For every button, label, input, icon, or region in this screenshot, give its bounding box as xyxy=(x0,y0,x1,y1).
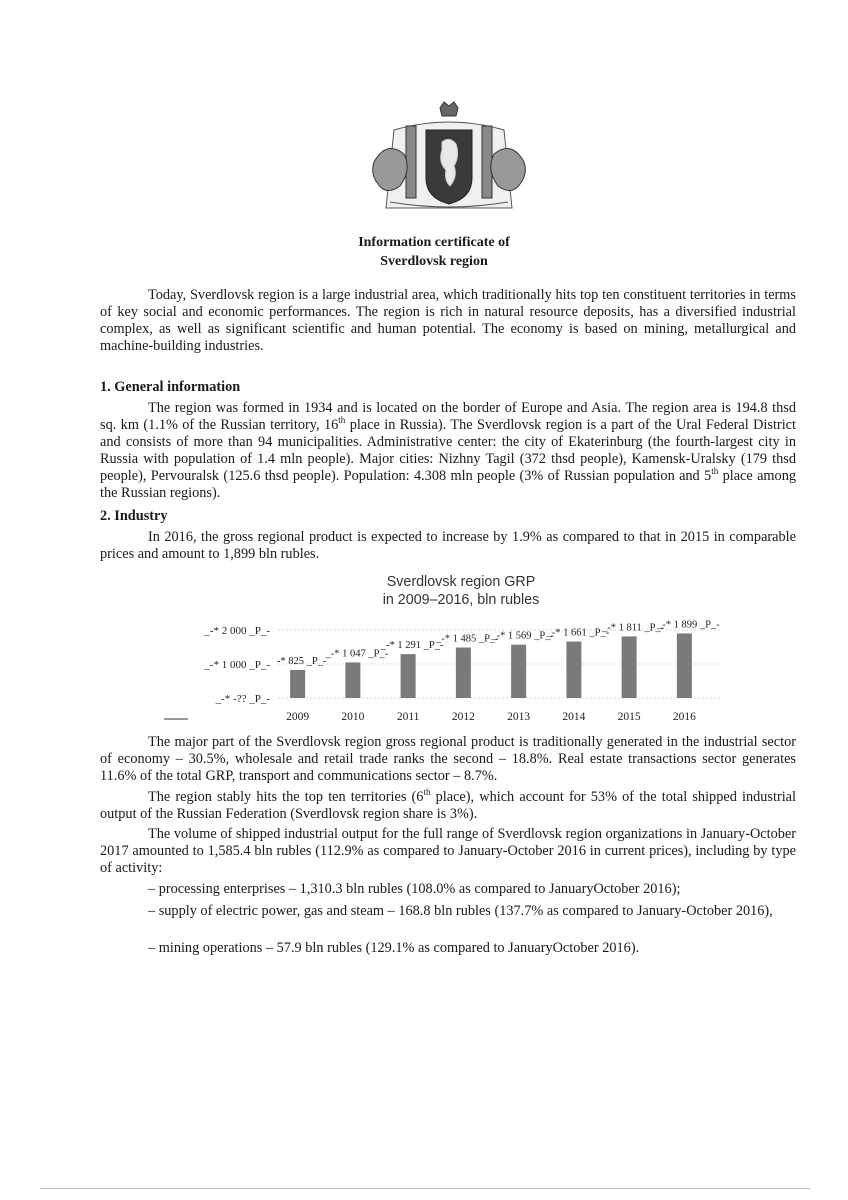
chart-x-tick-label: 2012 xyxy=(451,711,475,723)
chart-data-label: _-* 1 661 _P_- xyxy=(546,627,610,639)
chart-subtitle: in 2009–2016, bln rubles xyxy=(382,592,540,608)
chart-bar xyxy=(566,642,581,698)
chart-title: Sverdlovsk region GRP xyxy=(386,574,536,590)
chart-x-tick-label: 2010 xyxy=(341,711,365,723)
chart-bar xyxy=(677,633,692,698)
chart-x-tick-label: 2009 xyxy=(286,711,310,723)
coat-of-arms-emblem xyxy=(364,100,534,212)
chart-data-label: -* 825 _P_- xyxy=(276,655,327,667)
page-bottom-divider xyxy=(40,1188,810,1189)
chart-x-tick-label: 2016 xyxy=(672,711,696,723)
after-chart-paragraph-3: The volume of shipped industrial output for the full range of Sverdlovsk region organizations in January-October 2017 amounted to 1,585.4 bln rubles (112.9% as compared to January-October 2016 in current prices), including by type of activity: xyxy=(100,826,796,876)
section-1-text-b: place in Russia). The Sverdlovsk region is a part of the Ural Federal District and consists of more than 94 municipalities. Administrative center: the city of Ekaterinburg (the fourth-largest city in Russia with population of 1.4 mln people). Major cities: Nizhny Tagil (372 thsd people), Kamensk-Uralsky (179 thsd people), Pervouralsk (125.6 thsd people). Population: 4.308 mln people (3% of Russian population and 5 xyxy=(100,417,796,484)
after-chart-2-text-a: The region stably hits the top ten territories (6 xyxy=(148,789,424,805)
chart-x-tick-label: 2011 xyxy=(396,711,420,723)
section-1-paragraph xyxy=(100,400,796,502)
after-chart-paragraph-2 xyxy=(100,789,796,823)
grp-bar-chart xyxy=(160,608,740,728)
section-1-text-c: place among the Russian regions). xyxy=(100,468,796,501)
section-1-sup-a: th xyxy=(338,415,346,426)
title-line-2: Sverdlovsk region xyxy=(380,254,488,269)
list-item-processing: – processing enterprises – 1,310.3 bln rubles (108.0% as compared to JanuaryOctober 2016); xyxy=(148,881,681,897)
chart-x-tick-label: 2014 xyxy=(562,711,586,723)
section-2-paragraph: In 2016, the gross regional product is expected to increase by 1.9% as compared to that in 2015 in comparable prices and amount to 1,899 bln rubles. xyxy=(100,529,796,562)
list-item-electric-power: – supply of electric power, gas and steam – 168.8 bln rubles (137.7% as compared to January-October 2016), xyxy=(148,903,773,919)
after-chart-2-sup: th xyxy=(423,787,431,798)
section-1-heading: 1. General information xyxy=(100,379,241,395)
section-2-heading: 2. Industry xyxy=(100,508,168,524)
after-chart-2-text-b: place), which account for 53% of the total shipped industrial output of the Russian Federation (Sverdlovsk region share is 3%). xyxy=(100,789,796,822)
chart-x-tick-label: 2013 xyxy=(507,711,531,723)
chart-y-tick-label: _-* -?? _P_- xyxy=(215,693,270,705)
section-1-sup-b: th xyxy=(711,466,719,477)
document-title xyxy=(0,233,848,271)
chart-data-label: _-* 1 569 _P_- xyxy=(491,630,554,642)
list-item-mining: – mining operations – 57.9 bln rubles (129.1% as compared to JanuaryOctober 2016). xyxy=(148,940,640,956)
chart-bar xyxy=(622,636,637,698)
chart-data-label: _-* 1 811 _P_- xyxy=(601,622,665,634)
chart-bar xyxy=(345,662,360,698)
chart-data-label: _-* 1 047 _P_- xyxy=(325,648,389,660)
chart-bar xyxy=(401,654,416,698)
title-line-1: Information certificate of xyxy=(358,235,510,250)
section-1-text-a: The region was formed in 1934 and is located on the border of Europe and Asia. The region area is 194.8 thsd sq. km (1.1% of the Russian territory, 16 xyxy=(100,400,796,433)
chart-y-tick-label: _-* 2 000 _P_- xyxy=(204,625,270,637)
chart-bar xyxy=(511,645,526,698)
after-chart-paragraph-1: The major part of the Sverdlovsk region gross regional product is traditionally generated in the industrial sector of economy – 30.5%, wholesale and retail trade ranks the second – 18.8%. Real estate transactions sector generates 11.6% of the total GRP, transport and communications sector – 8.7%. xyxy=(100,734,796,784)
chart-data-label: _-* 1 291 _P_- xyxy=(380,640,444,652)
chart-data-label: _-* 1 899 _P_- xyxy=(657,619,720,631)
chart-data-label: _-* 1 485 _P_- xyxy=(436,633,499,645)
chart-bar xyxy=(290,670,305,698)
chart-title-block xyxy=(300,573,622,609)
intro-paragraph: Today, Sverdlovsk region is a large industrial area, which traditionally hits top ten constituent territories in terms of key social and economic performances. The region is rich in natural resource deposits, has a diversified industrial complex, as well as significant scientific and human potential. The economy is based on mining, metallurgical and machine-building industries. xyxy=(100,287,796,354)
chart-y-tick-label: _-* 1 000 _P_- xyxy=(204,659,270,671)
chart-x-tick-label: 2015 xyxy=(617,711,641,723)
chart-bar xyxy=(456,648,471,698)
